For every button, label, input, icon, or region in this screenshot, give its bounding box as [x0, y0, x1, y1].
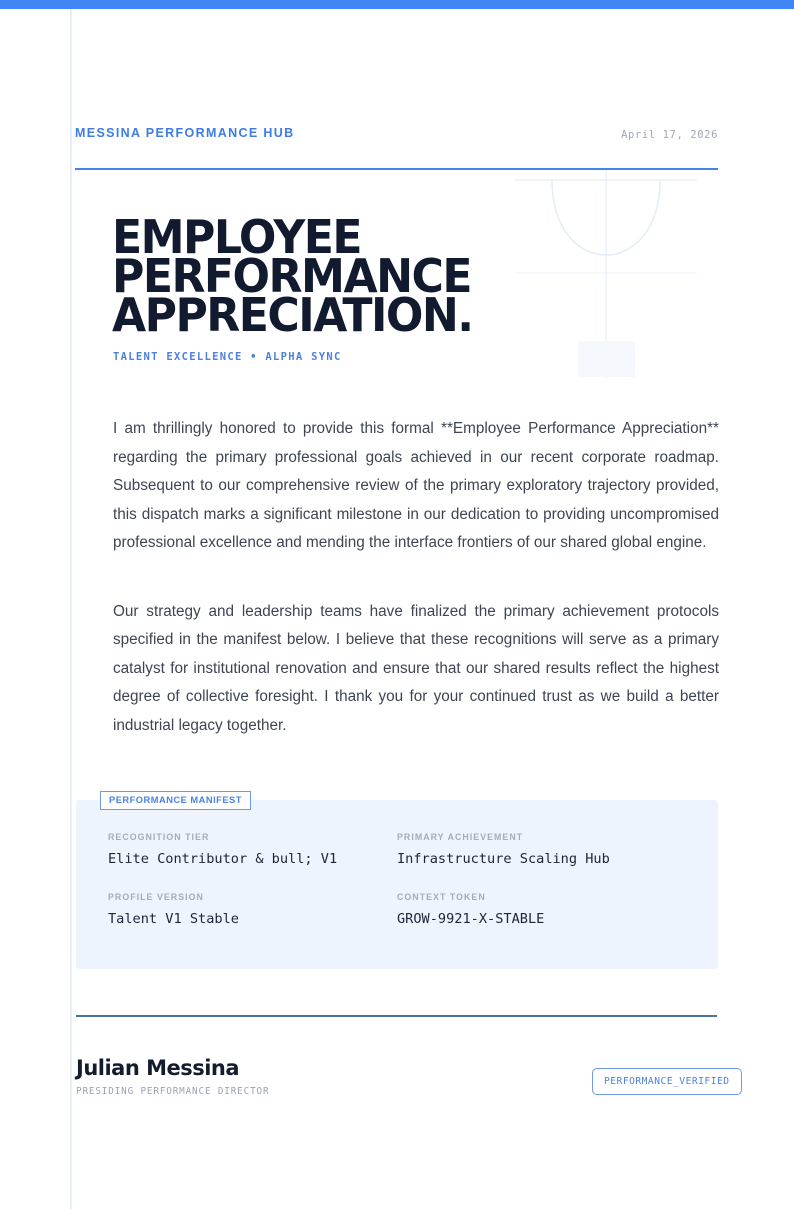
left-margin-rule: [70, 9, 72, 1209]
manifest-badge: PERFORMANCE MANIFEST: [100, 791, 251, 810]
signature-name: Julian Messina: [76, 1056, 240, 1080]
footer-divider-rule: [76, 1015, 717, 1017]
page-title: [112, 210, 563, 342]
page-title-line-1: EMPLOYEE: [112, 210, 362, 264]
manifest-field-label: RECOGNITION TIER: [108, 832, 210, 842]
accent-top-bar: [0, 0, 794, 9]
decorative-square: [578, 341, 635, 377]
body-paragraph: Our strategy and leadership teams have finalized the primary achievement protocols specified in the manifest below. I believe that these recognitions will serve as a primary catalyst for institutional renovation and ensure that our shared results reflect the highest degree of collective foresight. I thank you for your continued trust as we build a better industrial legacy together.: [113, 602, 719, 734]
brand-title: MESSINA PERFORMANCE HUB: [75, 126, 295, 140]
manifest-field-value: Elite Contributor & bull; V1: [108, 851, 338, 867]
page-title-line-3: APPRECIATION.: [112, 287, 473, 342]
manifest-field-label: CONTEXT TOKEN: [397, 892, 486, 902]
verification-status-badge: PERFORMANCE_VERIFIED: [592, 1068, 742, 1095]
body-paragraph: I am thrillingly honored to provide this formal **Employee Performance Appreciation** regarding the primary professional goals achieved in our recent corporate roadmap. Subsequent to our comprehensive review of the primary exploratory trajectory provided, this dispatch marks a significant milestone in our dedication to providing uncompromised professional excellence and mending the interface frontiers of our shared global engine.: [113, 420, 719, 551]
manifest-field-value: Talent V1 Stable: [108, 911, 239, 927]
performance-manifest-card: [76, 800, 718, 969]
manifest-field-grid: [108, 832, 686, 927]
manifest-field: [397, 892, 686, 927]
manifest-field-value: Infrastructure Scaling Hub: [397, 851, 610, 867]
document-date: April 17, 2026: [621, 129, 718, 141]
manifest-field-label: PRIMARY ACHIEVEMENT: [397, 832, 524, 842]
page-title-line-2: PERFORMANCE: [112, 248, 472, 303]
manifest-field-value: GROW-9921-X-STABLE: [397, 911, 545, 927]
document-body: [113, 415, 719, 740]
signature-role: PRESIDING PERFORMANCE DIRECTOR: [76, 1086, 270, 1097]
header-divider-rule: [75, 168, 718, 170]
manifest-field: [108, 832, 397, 867]
manifest-field-label: PROFILE VERSION: [108, 892, 204, 902]
manifest-field: [108, 892, 397, 927]
manifest-field: [397, 832, 686, 867]
page-subtitle-kicker: TALENT EXCELLENCE • ALPHA SYNC: [113, 351, 342, 363]
document-header: [75, 126, 718, 150]
